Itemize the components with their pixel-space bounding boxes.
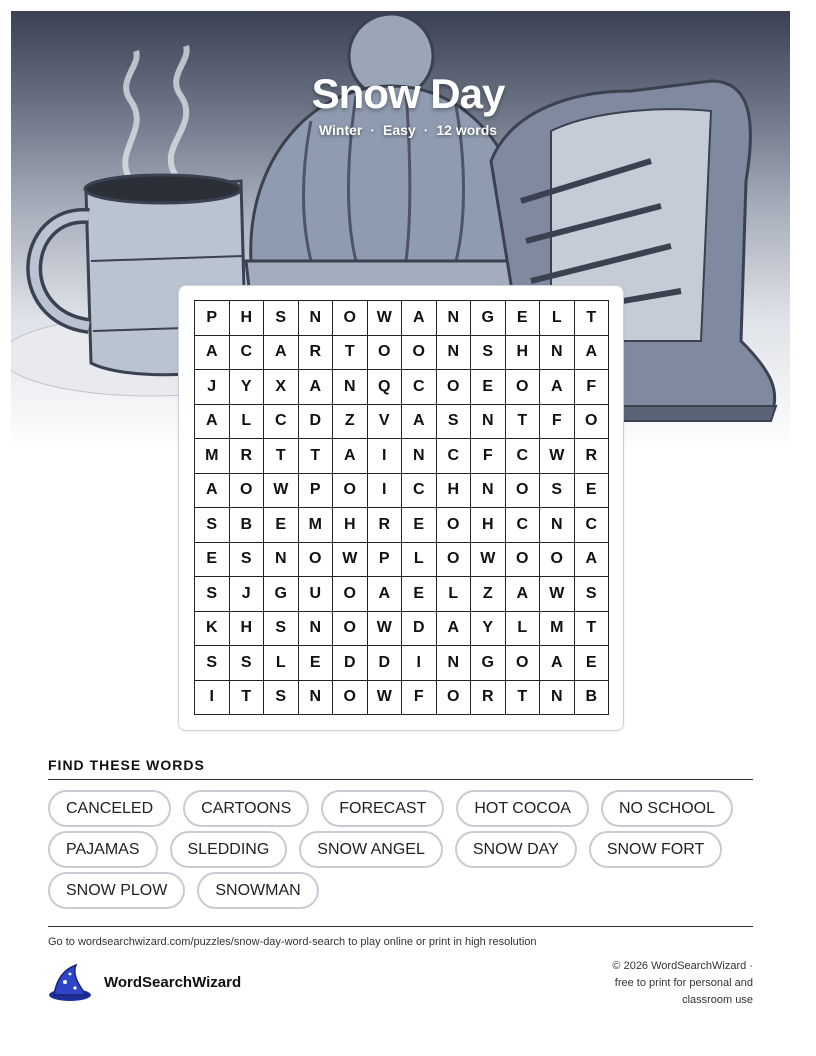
grid-cell[interactable]: A	[402, 405, 437, 440]
grid-cell[interactable]: R	[299, 336, 334, 371]
grid-cell[interactable]: H	[471, 508, 506, 543]
grid-cell[interactable]: N	[540, 508, 575, 543]
grid-cell[interactable]: O	[333, 681, 368, 716]
grid-cell[interactable]: T	[575, 301, 610, 336]
grid-cell[interactable]: F	[540, 405, 575, 440]
grid-cell[interactable]: H	[506, 336, 541, 371]
word-list	[48, 790, 753, 909]
grid-cell[interactable]: E	[195, 543, 230, 578]
grid-cell[interactable]: A	[195, 336, 230, 371]
grid-cell[interactable]: E	[299, 646, 334, 681]
grid-cell[interactable]: W	[333, 543, 368, 578]
grid-cell[interactable]: F	[575, 370, 610, 405]
grid-cell[interactable]: S	[575, 577, 610, 612]
grid-cell[interactable]: H	[230, 612, 265, 647]
grid-cell[interactable]: S	[195, 577, 230, 612]
grid-cell[interactable]: M	[195, 439, 230, 474]
grid-cell[interactable]: O	[540, 543, 575, 578]
word-chip: FORECAST	[321, 790, 444, 827]
grid-cell[interactable]: S	[540, 474, 575, 509]
grid-cell[interactable]: W	[368, 301, 403, 336]
grid-cell[interactable]: S	[195, 646, 230, 681]
word-list-heading: FIND THESE WORDS	[48, 757, 753, 780]
grid-cell[interactable]: O	[437, 508, 472, 543]
grid-cell[interactable]: P	[195, 301, 230, 336]
grid-cell[interactable]: N	[299, 301, 334, 336]
word-chip: SNOW FORT	[589, 831, 722, 868]
grid-cell[interactable]: I	[195, 681, 230, 716]
grid-cell[interactable]: N	[402, 439, 437, 474]
footer-divider	[48, 926, 753, 927]
grid-cell[interactable]: S	[230, 646, 265, 681]
wizard-hat-icon	[48, 962, 92, 1002]
grid-cell[interactable]: J	[230, 577, 265, 612]
grid-cell[interactable]: K	[195, 612, 230, 647]
grid-cell[interactable]: S	[471, 336, 506, 371]
grid-cell[interactable]: V	[368, 405, 403, 440]
grid-cell[interactable]: S	[264, 681, 299, 716]
grid-cell[interactable]: F	[471, 439, 506, 474]
grid-cell[interactable]: X	[264, 370, 299, 405]
grid-cell[interactable]: N	[299, 681, 334, 716]
grid-cell[interactable]: N	[471, 474, 506, 509]
grid-cell[interactable]: L	[506, 612, 541, 647]
brand	[48, 962, 241, 1002]
grid-cell[interactable]: R	[230, 439, 265, 474]
grid-cell[interactable]: O	[333, 474, 368, 509]
grid-cell[interactable]: E	[471, 370, 506, 405]
grid-cell[interactable]: N	[471, 405, 506, 440]
grid-cell[interactable]: H	[437, 474, 472, 509]
word-chip: SNOW DAY	[455, 831, 577, 868]
grid-cell[interactable]: Y	[230, 370, 265, 405]
word-chip: SLEDDING	[170, 831, 288, 868]
grid-cell[interactable]: W	[368, 681, 403, 716]
grid-cell[interactable]: C	[230, 336, 265, 371]
grid-cell[interactable]: S	[264, 612, 299, 647]
brand-name: WordSearchWizard	[104, 973, 242, 991]
grid-cell[interactable]: C	[506, 508, 541, 543]
grid-cell[interactable]: T	[506, 405, 541, 440]
grid-cell[interactable]: N	[540, 681, 575, 716]
grid-cell[interactable]: O	[333, 577, 368, 612]
grid-cell[interactable]: A	[575, 543, 610, 578]
grid-cell[interactable]: L	[402, 543, 437, 578]
grid-cell[interactable]: R	[575, 439, 610, 474]
grid-cell[interactable]: O	[299, 543, 334, 578]
grid-cell[interactable]: I	[368, 439, 403, 474]
grid-cell[interactable]: N	[299, 612, 334, 647]
grid-cell[interactable]: L	[264, 646, 299, 681]
grid-cell[interactable]: N	[540, 336, 575, 371]
meta-separator: ·	[423, 122, 429, 138]
page-title: Snow Day	[311, 70, 505, 117]
grid-cell[interactable]: N	[437, 301, 472, 336]
grid-cell[interactable]: I	[402, 646, 437, 681]
grid-cell[interactable]: A	[540, 370, 575, 405]
grid-cell[interactable]: N	[437, 646, 472, 681]
grid-cell[interactable]: D	[299, 405, 334, 440]
letter-grid[interactable]	[194, 300, 609, 715]
grid-cell[interactable]: A	[333, 439, 368, 474]
grid-cell[interactable]: W	[540, 577, 575, 612]
grid-cell[interactable]: O	[333, 612, 368, 647]
grid-cell[interactable]: C	[264, 405, 299, 440]
grid-cell[interactable]: Z	[471, 577, 506, 612]
grid-cell[interactable]: D	[368, 646, 403, 681]
grid-cell[interactable]: C	[575, 508, 610, 543]
grid-cell[interactable]: E	[264, 508, 299, 543]
word-chip: SNOW PLOW	[48, 872, 185, 909]
grid-cell[interactable]: O	[402, 336, 437, 371]
grid-cell[interactable]: S	[437, 405, 472, 440]
grid-cell[interactable]: O	[368, 336, 403, 371]
grid-cell[interactable]: H	[333, 508, 368, 543]
grid-cell[interactable]: I	[368, 474, 403, 509]
grid-cell[interactable]: C	[437, 439, 472, 474]
grid-cell[interactable]: E	[575, 646, 610, 681]
meta-separator: ·	[370, 122, 376, 138]
grid-cell[interactable]: P	[299, 474, 334, 509]
word-chip: CANCELED	[48, 790, 171, 827]
grid-cell[interactable]: G	[471, 646, 506, 681]
word-chip: SNOWMAN	[197, 872, 318, 909]
grid-cell[interactable]: O	[437, 543, 472, 578]
grid-cell[interactable]: M	[299, 508, 334, 543]
word-chip: NO SCHOOL	[601, 790, 733, 827]
puzzle-meta	[0, 122, 816, 138]
grid-cell[interactable]: G	[471, 301, 506, 336]
grid-cell[interactable]: A	[368, 577, 403, 612]
grid-cell[interactable]: E	[506, 301, 541, 336]
grid-cell[interactable]: U	[299, 577, 334, 612]
grid-cell[interactable]: L	[437, 577, 472, 612]
grid-cell[interactable]: S	[195, 508, 230, 543]
grid-cell[interactable]: T	[230, 681, 265, 716]
grid-cell[interactable]: L	[540, 301, 575, 336]
grid-cell[interactable]: E	[402, 577, 437, 612]
grid-cell[interactable]: Q	[368, 370, 403, 405]
grid-cell[interactable]: S	[230, 543, 265, 578]
grid-cell[interactable]: B	[575, 681, 610, 716]
grid-cell[interactable]: A	[195, 474, 230, 509]
grid-cell[interactable]: O	[506, 543, 541, 578]
grid-cell[interactable]: A	[506, 577, 541, 612]
grid-cell[interactable]: T	[264, 439, 299, 474]
grid-cell[interactable]: O	[575, 405, 610, 440]
grid-cell[interactable]: H	[230, 301, 265, 336]
grid-cell[interactable]: N	[333, 370, 368, 405]
copyright-line: © 2026 WordSearchWizard ·	[612, 960, 753, 972]
grid-cell[interactable]: O	[333, 301, 368, 336]
grid-cell[interactable]: A	[195, 405, 230, 440]
grid-cell[interactable]: C	[402, 474, 437, 509]
grid-cell[interactable]: A	[575, 336, 610, 371]
copyright-line: free to print for personal and	[614, 977, 753, 989]
grid-cell[interactable]: T	[575, 612, 610, 647]
grid-cell[interactable]: O	[230, 474, 265, 509]
grid-cell[interactable]: A	[437, 612, 472, 647]
grid-cell[interactable]: O	[437, 370, 472, 405]
grid-cell[interactable]: J	[195, 370, 230, 405]
grid-cell[interactable]: O	[506, 370, 541, 405]
meta-difficulty: Easy	[383, 122, 416, 138]
grid-cell[interactable]: W	[368, 612, 403, 647]
play-online-note: Go to wordsearchwizard.com/puzzles/snow-day-word-search to play online or print in high resolution	[48, 936, 537, 948]
word-chip: HOT COCOA	[456, 790, 589, 827]
grid-cell[interactable]: W	[540, 439, 575, 474]
grid-cell[interactable]: N	[437, 336, 472, 371]
grid-cell[interactable]: M	[540, 612, 575, 647]
grid-cell[interactable]: E	[402, 508, 437, 543]
grid-cell[interactable]: A	[402, 301, 437, 336]
grid-cell[interactable]: G	[264, 577, 299, 612]
grid-cell[interactable]: C	[506, 439, 541, 474]
grid-cell[interactable]: A	[299, 370, 334, 405]
word-chip: CARTOONS	[183, 790, 309, 827]
meta-word-count: 12 words	[436, 122, 498, 138]
grid-cell[interactable]: D	[402, 612, 437, 647]
grid-cell[interactable]: B	[230, 508, 265, 543]
grid-cell[interactable]: T	[333, 336, 368, 371]
grid-cell[interactable]: W	[264, 474, 299, 509]
grid-cell[interactable]: P	[368, 543, 403, 578]
word-chip: SNOW ANGEL	[299, 831, 443, 868]
word-list-section	[48, 757, 753, 909]
grid-cell[interactable]: Z	[333, 405, 368, 440]
puzzle-card	[178, 285, 624, 731]
grid-cell[interactable]: R	[471, 681, 506, 716]
grid-cell[interactable]: O	[506, 474, 541, 509]
grid-cell[interactable]: F	[402, 681, 437, 716]
grid-cell[interactable]: E	[575, 474, 610, 509]
grid-cell[interactable]: O	[437, 681, 472, 716]
grid-cell[interactable]: W	[471, 543, 506, 578]
grid-cell[interactable]: A	[540, 646, 575, 681]
grid-cell[interactable]: T	[506, 681, 541, 716]
meta-theme: Winter	[318, 122, 363, 138]
grid-cell[interactable]: L	[230, 405, 265, 440]
copyright	[583, 958, 753, 1009]
grid-cell[interactable]: N	[264, 543, 299, 578]
grid-cell[interactable]: T	[299, 439, 334, 474]
word-chip: PAJAMAS	[48, 831, 158, 868]
grid-cell[interactable]: R	[368, 508, 403, 543]
grid-cell[interactable]: C	[402, 370, 437, 405]
copyright-line: classroom use	[682, 994, 753, 1006]
grid-cell[interactable]: A	[264, 336, 299, 371]
grid-cell[interactable]: O	[506, 646, 541, 681]
grid-cell[interactable]: D	[333, 646, 368, 681]
grid-cell[interactable]: Y	[471, 612, 506, 647]
grid-cell[interactable]: S	[264, 301, 299, 336]
